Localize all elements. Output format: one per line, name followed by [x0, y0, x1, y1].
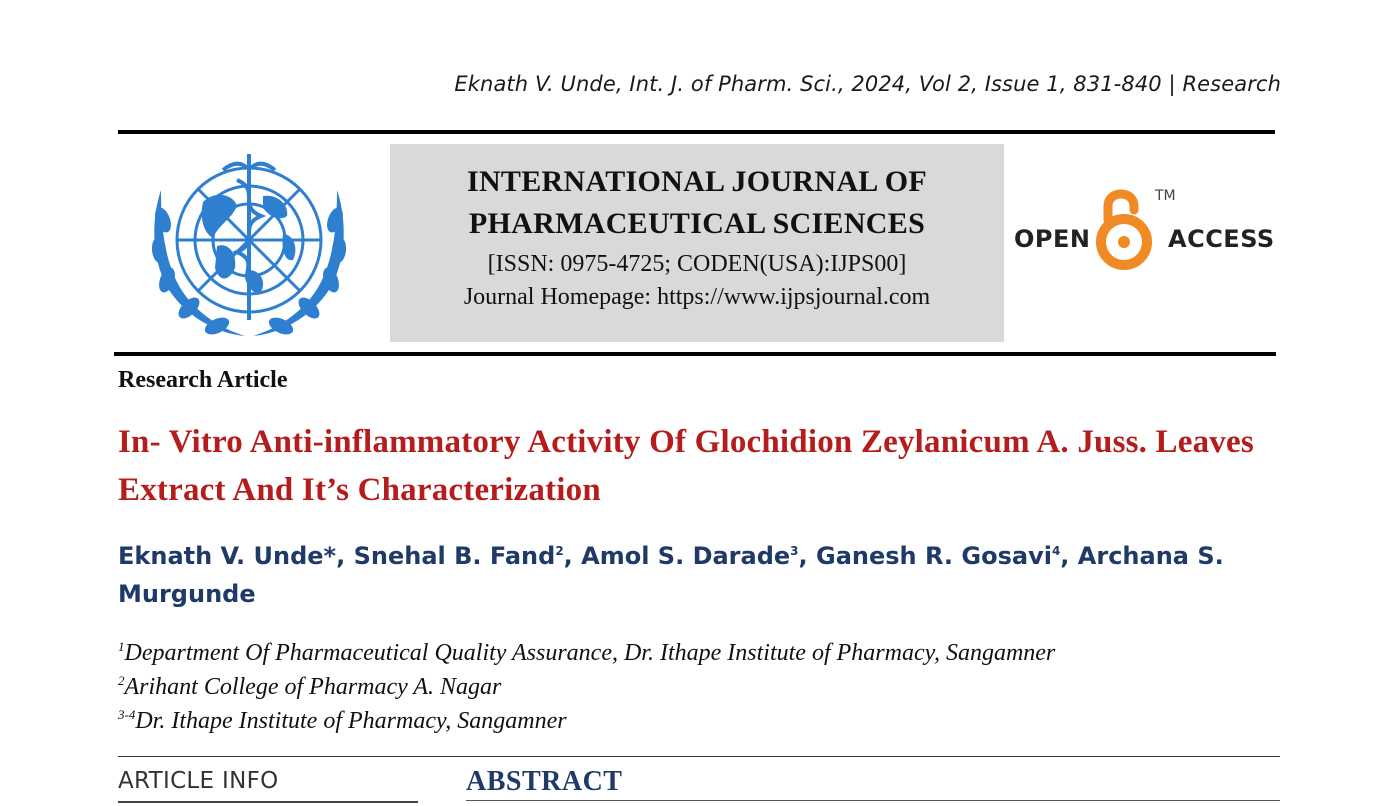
author-separator: ,	[336, 542, 354, 570]
abstract-heading: ABSTRACT	[466, 766, 623, 797]
article-title: In- Vitro Anti-inflammatory Activity Of Glochidion Zeylanicum A. Juss. Leaves Extract And It’s Characterization	[118, 424, 1254, 508]
affiliation-mark: 3	[790, 544, 799, 558]
citation-header: Eknath V. Unde, Int. J. of Pharm. Sci., 2024, Vol 2, Issue 1, 831-840 | Research	[454, 72, 1281, 96]
affiliation-text: Arihant College of Pharmacy A. Nagar	[124, 674, 502, 700]
abstract-underline	[466, 800, 1280, 801]
author-list	[118, 537, 1288, 613]
section-divider	[118, 756, 1280, 757]
affiliation-item	[118, 670, 1055, 704]
open-access-lock-icon	[1101, 194, 1147, 265]
author-separator: ,	[1060, 542, 1078, 570]
masthead-bottom-rule	[114, 352, 1276, 356]
article-info-heading: ARTICLE INFO	[118, 768, 279, 794]
affiliation-item	[118, 704, 1055, 738]
author-separator: ,	[798, 542, 817, 570]
author-name: Amol S. Darade	[581, 542, 791, 570]
open-access-word-open: OPEN	[1014, 225, 1091, 253]
journal-issn: [ISSN: 0975-4725; CODEN(USA):IJPS00]	[487, 251, 907, 277]
journal-title-line-2: PHARMACEUTICAL SCIENCES	[468, 207, 926, 240]
affiliation-text: Dr. Ithape Institute of Pharmacy, Sangamner	[135, 708, 567, 734]
top-rule	[118, 130, 1275, 134]
affiliation-text: Department Of Pharmaceutical Quality Assurance, Dr. Ithape Institute of Pharmacy, Sangamner	[124, 640, 1056, 666]
journal-title	[390, 161, 1004, 245]
author-name: Ganesh R. Gosavi	[816, 542, 1052, 570]
open-access-logo	[1012, 180, 1277, 280]
affiliation-mark: 1	[118, 639, 125, 654]
affiliation-list	[118, 636, 1055, 738]
author-name: Archana S. Murgunde	[118, 542, 1224, 608]
article-type: Research Article	[118, 367, 288, 393]
open-access-tm: TM	[1155, 188, 1176, 204]
journal-masthead	[390, 144, 1004, 342]
affiliation-mark: 4	[1051, 544, 1061, 558]
affiliation-mark: 2	[555, 544, 564, 558]
journal-emblem-icon	[133, 150, 365, 344]
journal-homepage: Journal Homepage: https://www.ijpsjournal.com	[463, 284, 931, 310]
affiliation-mark: 3-4	[118, 707, 136, 722]
open-access-word-access: ACCESS	[1168, 225, 1275, 253]
author-separator: ,	[563, 542, 582, 570]
affiliation-mark: 2	[118, 673, 125, 688]
article-info-underline	[118, 801, 418, 803]
affiliation-item	[118, 636, 1055, 670]
journal-title-line-1: INTERNATIONAL JOURNAL OF	[466, 165, 928, 198]
author-name: Snehal B. Fand	[353, 542, 556, 570]
author-name: Eknath V. Unde*	[118, 542, 337, 570]
